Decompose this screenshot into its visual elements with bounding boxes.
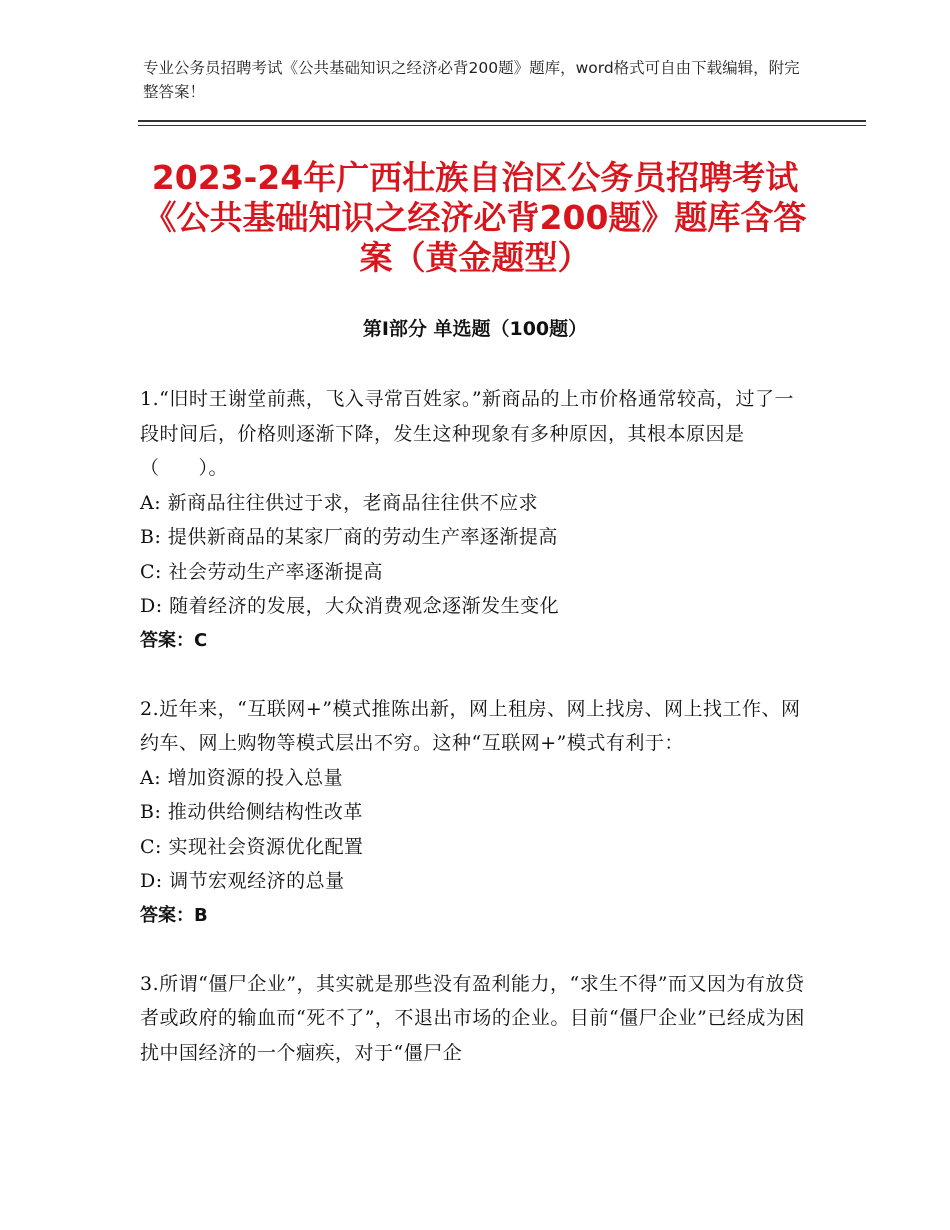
option-b: B: 提供新商品的某家厂商的劳动生产率逐渐提高: [140, 526, 558, 548]
option-d: D: 调节宏观经济的总量: [140, 870, 345, 892]
answer-label: 答案：B: [140, 904, 208, 926]
option-a: A: 增加资源的投入总量: [140, 766, 344, 789]
question-stem: 2.近年来，“互联网+”模式推陈出新，网上租房、网上找房、网上找工作、网约车、网上购物等模式层出不穷。这种“互联网+”模式有利于：: [140, 697, 801, 754]
header-note: 专业公务员招聘考试《公共基础知识之经济必背200题》题库，word格式可自由下载编辑，附完整答案！: [143, 59, 800, 101]
answer-label: 答案：C: [140, 629, 208, 651]
option-c: C: 实现社会资源优化配置: [140, 835, 364, 858]
question-stem: 3.所谓“僵尸企业”，其实就是那些没有盈利能力，“求生不得”而又因为有放贷者或政府的输血而“死不了”，不退出市场的企业。目前“僵尸企业”已经成为困扰中国经济的一个痼疾，对于“僵尸企: [140, 972, 805, 1064]
section-heading: 第Ⅰ部分 单选题（100题）: [362, 318, 588, 340]
question-2: [140, 692, 810, 933]
option-c: C: 社会劳动生产率逐渐提高: [140, 560, 383, 583]
option-b: B: 推动供给侧结构性改革: [140, 801, 363, 823]
header-rule-thin: [138, 125, 866, 126]
option-d: D: 随着经济的发展，大众消费观念逐渐发生变化: [140, 595, 560, 617]
option-a: A: 新商品往往供过于求，老商品往往供不应求: [140, 491, 539, 514]
question-3: [140, 967, 810, 1071]
header-rule-thick: [138, 120, 866, 122]
question-list: [140, 382, 810, 1104]
document-title: 2023-24年广西壮族自治区公务员招聘考试《公共基础知识之经济必背200题》题库含答案（黄金题型）: [143, 158, 807, 277]
question-stem: 1.“旧时王谢堂前燕，飞入寻常百姓家。”新商品的上市价格通常较高，过了一段时间后，价格则逐渐下降，发生这种现象有多种原因，其根本原因是（ ）。: [140, 388, 795, 479]
question-1: [140, 382, 810, 658]
